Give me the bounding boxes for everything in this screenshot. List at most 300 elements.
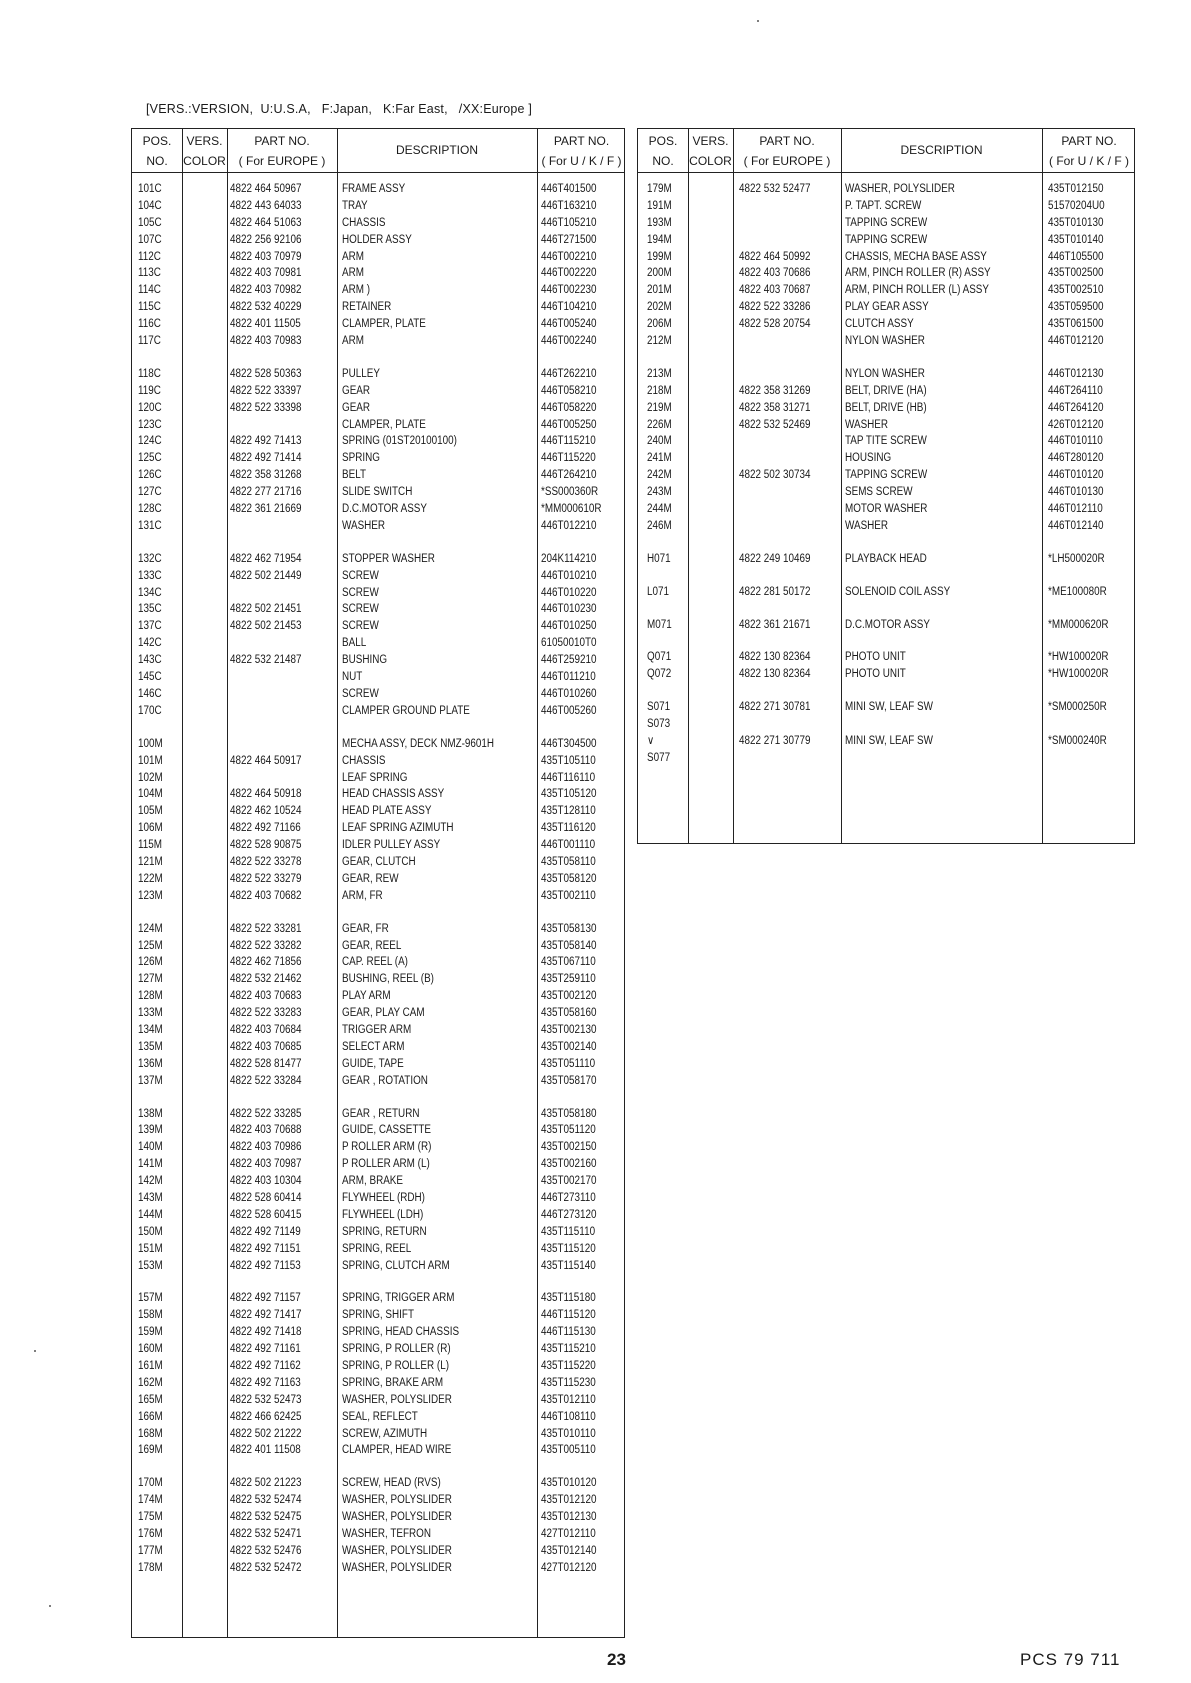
part-europe-cell: 4822 532 52475 [230,1511,302,1524]
part-europe-cell: 4822 462 71954 [230,552,302,565]
part-uk-cell: 446T105210 [541,216,597,229]
part-europe-cell: 4822 281 50172 [739,585,811,598]
table-row [132,686,624,703]
part-uk-cell: 446T002230 [541,284,597,297]
pos-cell: 120C [138,401,162,414]
pos-cell: 193M [647,216,672,229]
part-uk-cell: *SM000250R [1048,701,1107,714]
table-header [132,129,624,173]
pos-cell: 132C [138,552,162,565]
part-uk-cell: 426T012120 [1048,418,1104,431]
part-uk-cell: 435T012110 [541,1393,596,1406]
part-uk-cell: 61050010T0 [541,637,597,650]
part-uk-cell: 446T012120 [1048,335,1104,348]
table-row [132,820,624,837]
pos-cell: 117C [138,335,161,348]
description-cell: GUIDE, TAPE [342,1057,404,1070]
table-row [132,1173,624,1190]
description-cell: PHOTO UNIT [845,668,906,681]
description-cell: SCREW [342,687,379,700]
part-europe-cell: 4822 528 50363 [230,367,302,380]
part-uk-cell: 427T012110 [541,1528,596,1541]
part-uk-cell: *HW100020R [1048,651,1109,664]
part-uk-cell: 435T002110 [541,889,596,902]
part-uk-cell: 446T115130 [541,1326,596,1339]
description-cell: PLAY ARM [342,990,391,1003]
pos-cell: 191M [647,199,672,212]
header-vers: VERS. COLOR [183,134,226,168]
description-cell: FLYWHEEL (RDH) [342,1191,425,1204]
pos-cell: 136M [138,1057,163,1070]
part-uk-cell: 446T262210 [541,367,597,380]
part-europe-cell: 4822 492 71151 [230,1242,301,1255]
description-cell: WASHER [845,418,889,431]
part-uk-cell: 446T401500 [541,183,597,195]
part-uk-cell: 446T010260 [541,687,597,700]
pos-cell: 131C [138,519,162,532]
part-uk-cell: 435T115210 [541,1343,596,1356]
table-row [132,400,624,417]
part-europe-cell: 4822 358 31269 [739,384,811,397]
part-europe-cell: 4822 492 71417 [230,1309,302,1322]
description-cell: SCREW [342,586,379,599]
description-cell: RETAINER [342,301,392,314]
part-uk-cell: 446T005260 [541,704,597,717]
part-europe-cell: 4822 492 71413 [230,435,302,448]
part-europe-cell: 4822 522 33285 [230,1107,302,1120]
description-cell: SEMS SCREW [845,486,913,499]
part-europe-cell: 4822 403 70684 [230,1023,302,1036]
part-uk-cell: 446T115220 [541,452,596,465]
part-uk-cell: 435T128110 [541,805,596,818]
table-row [638,649,1134,666]
part-uk-cell: 446T010120 [1048,469,1104,482]
table-row [638,467,1134,484]
part-uk-cell: 435T115180 [541,1292,596,1305]
part-uk-cell: 435T002500 [1048,267,1104,280]
table-row [132,1375,624,1392]
table-row [132,803,624,820]
part-uk-cell: 435T058160 [541,1007,597,1020]
part-europe-cell: 4822 403 70687 [739,284,811,297]
pos-cell: 160M [138,1343,163,1356]
part-europe-cell: 4822 532 52476 [230,1544,302,1557]
part-europe-cell: 4822 502 21223 [230,1477,302,1490]
part-europe-cell: 4822 522 33286 [739,301,811,314]
table-row [132,568,624,585]
description-cell: GEAR, PLAY CAM [342,1007,425,1020]
description-cell: WASHER, POLYSLIDER [845,183,955,195]
table-row [132,417,624,434]
table-row [132,1224,624,1241]
table-row [638,265,1134,282]
description-cell: WASHER, POLYSLIDER [342,1511,452,1524]
part-europe-cell: 4822 522 33282 [230,939,302,952]
pos-cell: 128C [138,503,162,516]
table-row [132,888,624,905]
table-row [638,584,1134,601]
pos-cell: 127M [138,973,163,986]
part-europe-cell: 4822 130 82364 [739,651,811,664]
description-cell: SCREW [342,603,379,616]
part-uk-cell: 435T012120 [541,1494,597,1507]
part-uk-cell: 446T010130 [1048,486,1104,499]
description-cell: SEAL, REFLECT [342,1410,418,1423]
pos-cell: 123M [138,889,163,902]
part-uk-cell: 446T304500 [541,737,597,750]
table-row [638,450,1134,467]
part-uk-cell: 446T280120 [1048,452,1104,465]
part-europe-cell: 4822 403 70983 [230,335,302,348]
description-cell: TAPPING SCREW [845,233,928,246]
part-uk-cell: 435T115120 [541,1242,596,1255]
pos-cell: 133M [138,1007,163,1020]
part-uk-cell: 51570204U0 [1048,199,1105,212]
description-cell: CHASSIS, MECHA BASE ASSY [845,250,987,263]
table-row [638,400,1134,417]
table-row [132,1022,624,1039]
pos-cell: ∨ [647,735,655,748]
pos-cell: H071 [647,552,671,565]
description-cell: WASHER [342,519,386,532]
description-cell: GEAR [342,401,371,414]
part-europe-cell: 4822 271 30781 [739,701,811,714]
table-row [132,1005,624,1022]
table-row [638,433,1134,450]
description-cell: SPRING, P ROLLER (R) [342,1343,451,1356]
description-cell: BUSHING, REEL (B) [342,973,434,986]
description-cell: SPRING, P ROLLER (L) [342,1360,449,1372]
part-uk-cell: *MM000620R [1048,618,1109,631]
header-pos: POS. NO. [648,134,678,168]
table-row [638,333,1134,350]
description-cell: WASHER [845,519,889,532]
part-uk-cell: 435T051120 [541,1124,596,1137]
part-uk-cell: 446T163210 [541,199,597,212]
description-cell: STOPPER WASHER [342,552,435,565]
table-row [132,736,624,753]
part-uk-cell: 446T105500 [1048,250,1104,263]
part-europe-cell: 4822 464 50917 [230,754,302,767]
part-uk-cell: 446T264120 [1048,401,1104,414]
description-cell: NYLON WASHER [845,367,925,380]
part-europe-cell: 4822 528 90875 [230,839,302,852]
part-europe-cell: 4822 528 81477 [230,1057,302,1070]
part-europe-cell: 4822 401 11505 [230,318,301,331]
part-uk-cell: 446T012110 [1048,503,1103,516]
description-cell: SPRING, RETURN [342,1225,427,1238]
pos-cell: 135C [138,603,162,616]
table-row [132,1156,624,1173]
part-uk-cell: 435T058110 [541,855,596,868]
part-uk-cell: 435T002140 [541,1040,597,1053]
table-row [638,417,1134,434]
description-cell: SOLENOID COIL ASSY [845,585,951,598]
table-row [132,954,624,971]
part-europe-cell: 4822 492 71166 [230,822,301,835]
description-cell: CLAMPER GROUND PLATE [342,704,470,717]
table-row [132,1190,624,1207]
table-row [638,733,1134,750]
pos-cell: 179M [647,183,672,195]
part-europe-cell: 4822 532 52474 [230,1494,302,1507]
description-cell: GEAR , ROTATION [342,1074,428,1087]
part-europe-cell: 4822 522 33281 [230,922,302,935]
pos-cell: 128M [138,990,163,1003]
part-uk-cell: 446T058210 [541,384,597,397]
table-row [132,1341,624,1358]
description-cell: SCREW [342,620,379,633]
header-part-europe: PART NO. ( For EUROPE ) [238,134,326,168]
header-pos: POS. NO. [142,134,172,168]
part-europe-cell: 4822 401 11508 [230,1444,301,1457]
pos-cell: 177M [138,1544,163,1557]
pos-cell: 161M [138,1360,163,1372]
part-uk-cell: 446T005250 [541,418,597,431]
table-row [132,1258,624,1275]
part-uk-cell: 446T116110 [541,771,596,784]
pos-cell: 201M [647,284,672,297]
part-uk-cell: 446T115120 [541,1309,596,1322]
pos-cell: 162M [138,1376,163,1389]
table-row [132,1307,624,1324]
table-row [132,652,624,669]
table-row [132,198,624,215]
description-cell: FLYWHEEL (LDH) [342,1208,424,1221]
part-europe-cell: 4822 492 71153 [230,1259,301,1272]
pos-cell: 174M [138,1494,163,1507]
description-cell: BELT [342,469,367,482]
table-row [638,232,1134,249]
pos-cell: 112C [138,250,161,263]
description-cell: WASHER, POLYSLIDER [342,1544,452,1557]
table-row [132,854,624,871]
part-europe-cell: 4822 532 52471 [230,1528,302,1541]
part-europe-cell: 4822 130 82364 [739,668,811,681]
part-uk-cell: 446T108110 [541,1410,596,1423]
table-row [638,198,1134,215]
pos-cell: 170M [138,1477,163,1490]
pos-cell: 219M [647,401,672,414]
header-description: DESCRIPTION [395,143,478,157]
part-uk-cell: 435T116120 [541,822,596,835]
part-uk-cell: 446T259210 [541,654,597,667]
version-legend: [VERS.:VERSION, U:U.S.A, F:Japan, K:Far East, /XX:Europe ] [146,102,533,116]
pos-cell: 114C [138,284,161,297]
pos-cell: 107C [138,233,162,246]
description-cell: SLIDE SWITCH [342,486,413,499]
table-row [132,971,624,988]
description-cell: TRAY [342,199,368,212]
description-cell: CHASSIS [342,754,386,767]
table-row [132,181,624,198]
description-cell: WASHER, POLYSLIDER [342,1494,452,1507]
pos-cell: 137M [138,1074,163,1087]
description-cell: MECHA ASSY, DECK NMZ-9601H [342,737,495,750]
table-row [132,837,624,854]
header-vers: VERS. COLOR [689,134,732,168]
description-cell: BELT, DRIVE (HA) [845,384,927,397]
pos-cell: 133C [138,569,162,582]
description-cell: ARM, PINCH ROLLER (R) ASSY [845,267,991,280]
table-row [638,181,1134,198]
pos-cell: 206M [647,318,672,331]
pos-cell: 138M [138,1107,163,1120]
pos-cell: 200M [647,267,672,280]
part-uk-cell: 435T012140 [541,1544,597,1557]
description-cell: SCREW, HEAD (RVS) [342,1477,441,1490]
table-row [132,484,624,501]
description-cell: CLAMPER, PLATE [342,418,426,431]
table-row [132,333,624,350]
part-uk-cell: 435T002130 [541,1023,597,1036]
description-cell: WASHER, TEFRON [342,1528,432,1541]
description-cell: MOTOR WASHER [845,503,928,516]
pos-cell: 143M [138,1191,163,1204]
table-row [638,501,1134,518]
pos-cell: 126M [138,956,163,969]
table-row [132,316,624,333]
description-cell: NUT [342,671,363,684]
pos-cell: 170C [138,704,162,717]
description-cell: LEAF SPRING [342,771,408,784]
description-cell: GEAR , RETURN [342,1107,420,1120]
table-row [132,1492,624,1509]
part-europe-cell: 4822 522 33279 [230,872,302,885]
table-row [132,1290,624,1307]
part-europe-cell: 4822 502 21453 [230,620,302,633]
parts-table-left [131,128,625,1638]
description-cell: HOUSING [845,452,892,465]
table-row [638,666,1134,683]
table-row [132,383,624,400]
part-uk-cell: 435T002150 [541,1141,597,1154]
part-europe-cell: 4822 528 60415 [230,1208,302,1221]
part-europe-cell: 4822 492 71157 [230,1292,301,1305]
part-europe-cell: 4822 502 21451 [230,603,302,616]
part-uk-cell: 446T005240 [541,318,597,331]
part-uk-cell: *SS000360R [541,486,599,499]
part-uk-cell: 446T264210 [541,469,597,482]
pos-cell: 175M [138,1511,163,1524]
table-row [132,938,624,955]
table-row [638,750,1134,767]
pos-cell: 100M [138,737,163,750]
table-row [132,669,624,686]
pos-cell: 122M [138,872,163,885]
pos-cell: 144M [138,1208,163,1221]
part-uk-cell: 435T067110 [541,956,596,969]
pos-cell: 105M [138,805,163,818]
pos-cell: 135M [138,1040,163,1053]
part-europe-cell: 4822 532 21462 [230,973,302,986]
pos-cell: 166M [138,1410,163,1423]
page-number: 23 [607,1650,626,1669]
table-row [638,484,1134,501]
part-europe-cell: 4822 522 33397 [230,384,302,397]
part-uk-cell: 435T010130 [1048,216,1104,229]
part-uk-cell: 446T273120 [541,1208,597,1221]
table-row [638,316,1134,333]
part-europe-cell: 4822 492 71149 [230,1225,301,1238]
pos-cell: 104M [138,788,163,801]
pos-cell: 169M [138,1444,163,1457]
table-row [132,1426,624,1443]
description-cell: FRAME ASSY [342,183,406,195]
part-europe-cell: 4822 403 70981 [230,267,302,280]
part-europe-cell: 4822 256 92106 [230,233,302,246]
pos-cell: S073 [647,718,671,731]
part-uk-cell: 427T012120 [541,1561,597,1574]
part-uk-cell: 446T058220 [541,401,597,414]
part-uk-cell: 446T271500 [541,233,597,246]
part-uk-cell: 446T010110 [1048,435,1103,448]
description-cell: LEAF SPRING AZIMUTH [342,822,454,835]
pos-cell: 142C [138,637,162,650]
pos-cell: 199M [647,250,672,263]
part-europe-cell: 4822 492 71414 [230,452,302,465]
pos-cell: 142M [138,1175,163,1188]
pos-cell: 115M [138,839,163,852]
part-uk-cell: 446T012130 [1048,367,1104,380]
description-cell: BUSHING [342,654,388,667]
part-uk-cell: *SM000240R [1048,735,1107,748]
table-row [132,1122,624,1139]
description-cell: ARM, BRAKE [342,1175,404,1188]
pos-cell: 242M [647,469,672,482]
part-uk-cell: 446T002210 [541,250,597,263]
pos-cell: 134C [138,586,162,599]
part-uk-cell: 435T002170 [541,1175,597,1188]
pos-cell: 243M [647,486,672,499]
table-row [132,1442,624,1459]
table-row [132,635,624,652]
part-uk-cell: 446T002240 [541,335,597,348]
description-cell: WASHER, POLYSLIDER [342,1393,452,1406]
pos-cell: 244M [647,503,672,516]
part-uk-cell: 435T058180 [541,1107,597,1120]
pos-cell: 145C [138,671,162,684]
description-cell: P ROLLER ARM (R) [342,1141,432,1154]
pos-cell: S077 [647,751,671,764]
part-europe-cell: 4822 403 70686 [739,267,811,280]
table-row [132,753,624,770]
description-cell: SPRING, TRIGGER ARM [342,1292,455,1305]
description-cell: TAP TITE SCREW [845,435,927,448]
description-cell: SPRING, SHIFT [342,1309,414,1322]
part-europe-cell: 4822 277 21716 [230,486,302,499]
table-row [132,1073,624,1090]
part-uk-cell: 446T115210 [541,435,596,448]
part-europe-cell: 4822 528 20754 [739,318,811,331]
description-cell: CLAMPER, HEAD WIRE [342,1444,452,1457]
description-cell: GEAR, FR [342,922,389,935]
part-uk-cell: 435T010140 [1048,233,1104,246]
part-europe-cell: 4822 532 52472 [230,1561,302,1574]
parts-table-right [637,128,1135,844]
description-cell: SPRING, HEAD CHASSIS [342,1326,460,1339]
part-europe-cell: 4822 403 70982 [230,284,302,297]
table-row [132,786,624,803]
part-uk-cell: 435T105120 [541,788,597,801]
pos-cell: 165M [138,1393,163,1406]
table-row [132,921,624,938]
description-cell: CAP. REEL (A) [342,956,408,969]
part-uk-cell: 435T105110 [541,754,596,767]
description-cell: GUIDE, CASSETTE [342,1124,432,1137]
table-row [132,467,624,484]
pos-cell: S071 [647,701,671,714]
